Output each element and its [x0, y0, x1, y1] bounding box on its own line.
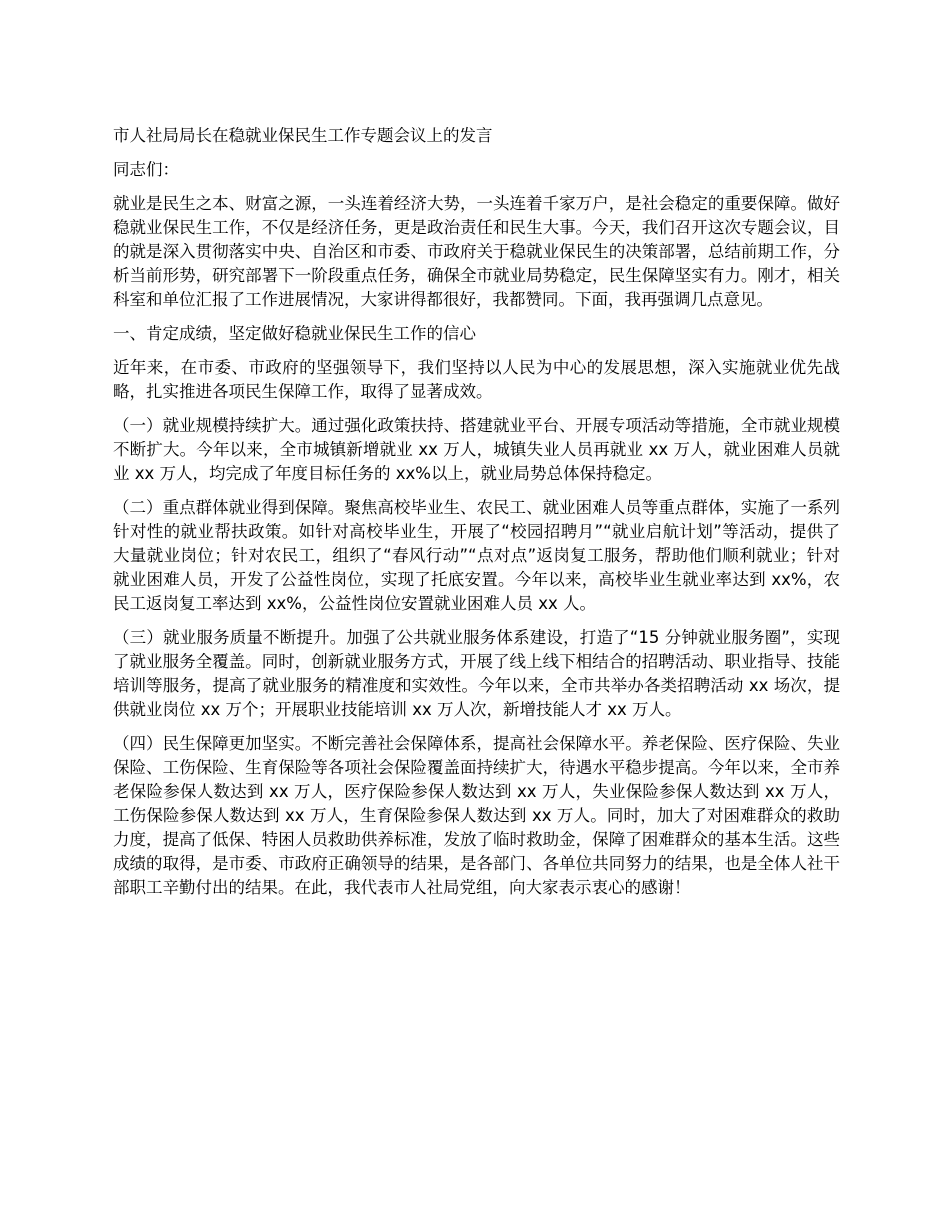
section-1-heading: 一、肯定成绩，坚定做好稳就业保民生工作的信心: [113, 324, 476, 343]
item-3-paragraph: （三）就业服务质量不断提升。加强了公共就业服务体系建设，打造了“15 分钟就业服务圈”，实现了就业服务全覆盖。同时，创新就业服务方式，开展了线上线下相结合的招聘活动、职业指导、技能培训等服务，提高了就业服务的精准度和实效性。今年以来，全市共举办各类招聘活动 xx 场次，提供就业岗位 xx 万个；开展职业技能培训 xx 万人次，新增技能人才 xx 万人。: [113, 628, 840, 719]
intro-paragraph: 就业是民生之本、财富之源，一头连着经济大势，一头连着千家万户，是社会稳定的重要保障。做好稳就业保民生工作，不仅是经济任务，更是政治责任和民生大事。今天，我们召开这次专题会议，目的就是深入贯彻落实中央、自治区和市委、市政府关于稳就业保民生的决策部署，总结前期工作，分析当前形势，研究部署下一阶段重点任务，确保全市就业局势稳定，民生保障坚实有力。刚才，相关科室和单位汇报了工作进展情况，大家讲得都很好，我都赞同。下面，我再强调几点意见。: [113, 194, 840, 309]
document-title: 市人社局局长在稳就业保民生工作专题会议上的发言: [113, 126, 493, 145]
document-page: [113, 124, 840, 910]
item-4-paragraph: （四）民生保障更加坚实。不断完善社会保障体系，提高社会保障水平。养老保险、医疗保险、失业保险、工伤保险、生育保险等各项社会保险覆盖面持续扩大，待遇水平稳步提高。今年以来，全市养老保险参保人数达到 xx 万人，医疗保险参保人数达到 xx 万人，失业保险参保人数达到 xx 万人，工伤保险参保人数达到 xx 万人，生育保险参保人数达到 xx 万人。同时，加大了对困难群众的救助力度，提高了低保、特困人员救助供养标准，发放了临时救助金，保障了困难群众的基本生活。这些成绩的取得，是市委、市政府正确领导的结果，是各部门、各单位共同努力的结果，也是全体人社干部职工辛勤付出的结果。在此，我代表市人社局党组，向大家表示衷心的感谢！: [113, 734, 840, 897]
section-1-intro-paragraph: 近年来，在市委、市政府的坚强领导下，我们坚持以人民为中心的发展思想，深入实施就业优先战略，扎实推进各项民生保障工作，取得了显著成效。: [113, 358, 840, 401]
item-1-paragraph: （一）就业规模持续扩大。通过强化政策扶持、搭建就业平台、开展专项活动等措施，全市就业规模不断扩大。今年以来，全市城镇新增就业 xx 万人，城镇失业人员再就业 xx 万人，就业困难人员就业 xx 万人，均完成了年度目标任务的 xx%以上，就业局势总体保持稳定。: [113, 416, 840, 483]
item-2-paragraph: （二）重点群体就业得到保障。聚焦高校毕业生、农民工、就业困难人员等重点群体，实施了一系列针对性的就业帮扶政策。如针对高校毕业生，开展了“校园招聘月”“就业启航计划”等活动，提供了大量就业岗位；针对农民工，组织了“春风行动”“点对点”返岗复工服务，帮助他们顺利就业；针对就业困难人员，开发了公益性岗位，实现了托底安置。今年以来，高校毕业生就业率达到 xx%，农民工返岗复工率达到 xx%，公益性岗位安置就业困难人员 xx 人。: [113, 498, 840, 613]
salutation: 同志们：: [113, 160, 179, 179]
